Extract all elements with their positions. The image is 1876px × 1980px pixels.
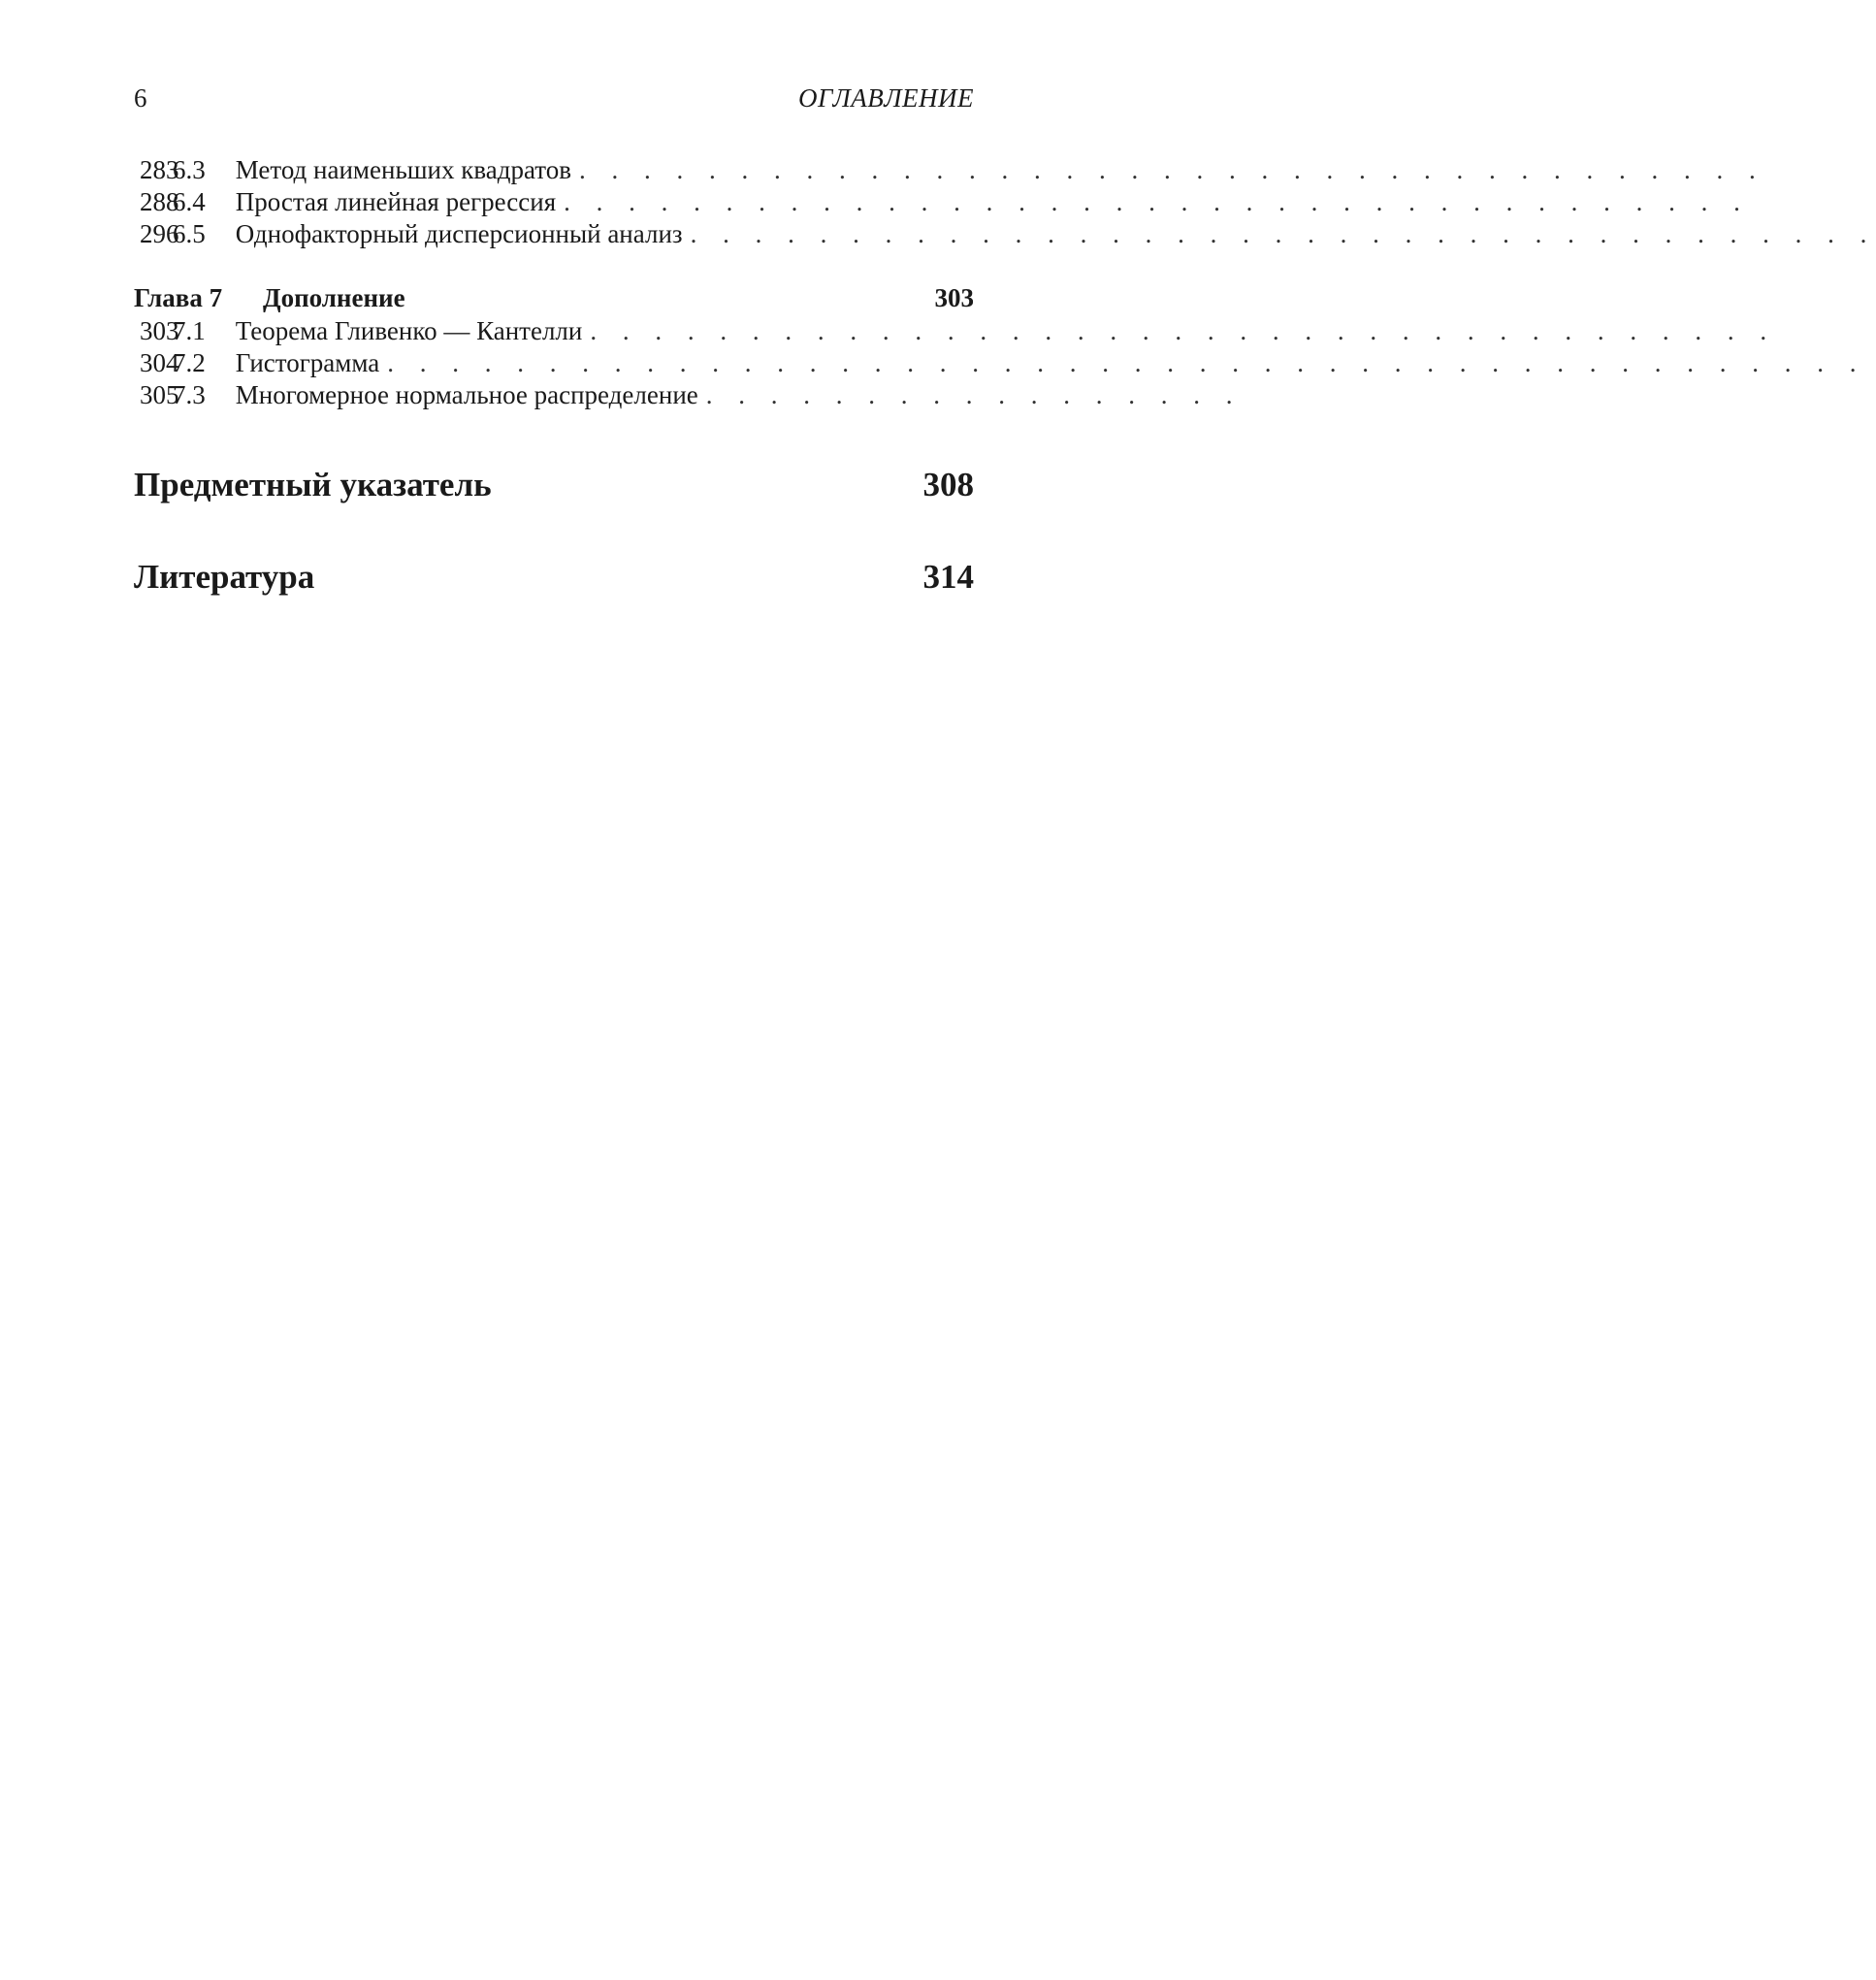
section-page: 296 xyxy=(140,219,179,248)
toc-entry-6-3[interactable] xyxy=(134,155,1765,186)
leader-dots: . . . . . . . . . . . . . . . . . . . . . . . . . . . . . . . . . . . . . xyxy=(578,155,1765,184)
running-header xyxy=(134,83,974,114)
section-number: 6.3 xyxy=(173,155,206,184)
section-title: Гистограмма xyxy=(235,348,380,377)
section-page: 304 xyxy=(140,348,179,377)
leader-dots: . . . . . . . . . . . . . . . . . . . . . . . . . . . . . . . . . . . . . xyxy=(564,187,1750,216)
section-title: Метод наименьших квадратов xyxy=(235,155,571,184)
chapter-page: 303 xyxy=(934,283,974,312)
section-page: 283 xyxy=(140,155,179,184)
section-title: Многомерное нормальное распределение xyxy=(235,380,698,409)
section-page: 305 xyxy=(140,380,179,409)
section-number: 7.2 xyxy=(173,348,206,377)
leader-dots: . . . . . . . . . . . . . . . . . . . . . . . . . . . . . . . . . . . . . xyxy=(690,219,1876,248)
section-number: 6.4 xyxy=(173,187,206,216)
toc-bibliography[interactable] xyxy=(134,558,974,600)
leader-dots: . . . . . . . . . . . . . . . . . . . . . . . . . . . . . . . . . . . . . . . . . . . . . . xyxy=(387,348,1866,377)
section-number: 6.5 xyxy=(173,219,206,248)
bibliography-page: 314 xyxy=(922,558,974,596)
toc-entry-7-2[interactable] xyxy=(134,348,1866,379)
toc-entry-7-1[interactable] xyxy=(134,316,1777,347)
leader-dots: . . . . . . . . . . . . . . . . . xyxy=(705,380,1243,409)
toc-chapter-7[interactable] xyxy=(134,283,974,314)
page-number: 6 xyxy=(134,83,147,113)
section-number: 7.3 xyxy=(173,380,206,409)
toc-entry-6-4[interactable] xyxy=(134,187,1750,218)
chapter-label: Глава 7 xyxy=(134,283,223,312)
section-page: 288 xyxy=(140,187,179,216)
toc-entry-6-5[interactable] xyxy=(134,219,1876,250)
header-title: ОГЛАВЛЕНИЕ xyxy=(797,83,974,113)
section-number: 7.1 xyxy=(173,316,206,345)
toc-subject-index[interactable] xyxy=(134,466,974,508)
subject-index-page: 308 xyxy=(922,466,974,503)
section-title: Теорема Гливенко — Кантелли xyxy=(235,316,583,345)
bibliography-title: Литература xyxy=(134,558,315,596)
subject-index-title: Предметный указатель xyxy=(134,466,492,503)
section-title: Простая линейная регрессия xyxy=(235,187,557,216)
toc-entry-7-3[interactable] xyxy=(134,380,1243,411)
section-title: Однофакторный дисперсионный анализ xyxy=(235,219,683,248)
chapter-title: Дополнение xyxy=(263,283,405,312)
leader-dots: . . . . . . . . . . . . . . . . . . . . . . . . . . . . . . . . . . . . . xyxy=(590,316,1777,345)
section-page: 303 xyxy=(140,316,179,345)
